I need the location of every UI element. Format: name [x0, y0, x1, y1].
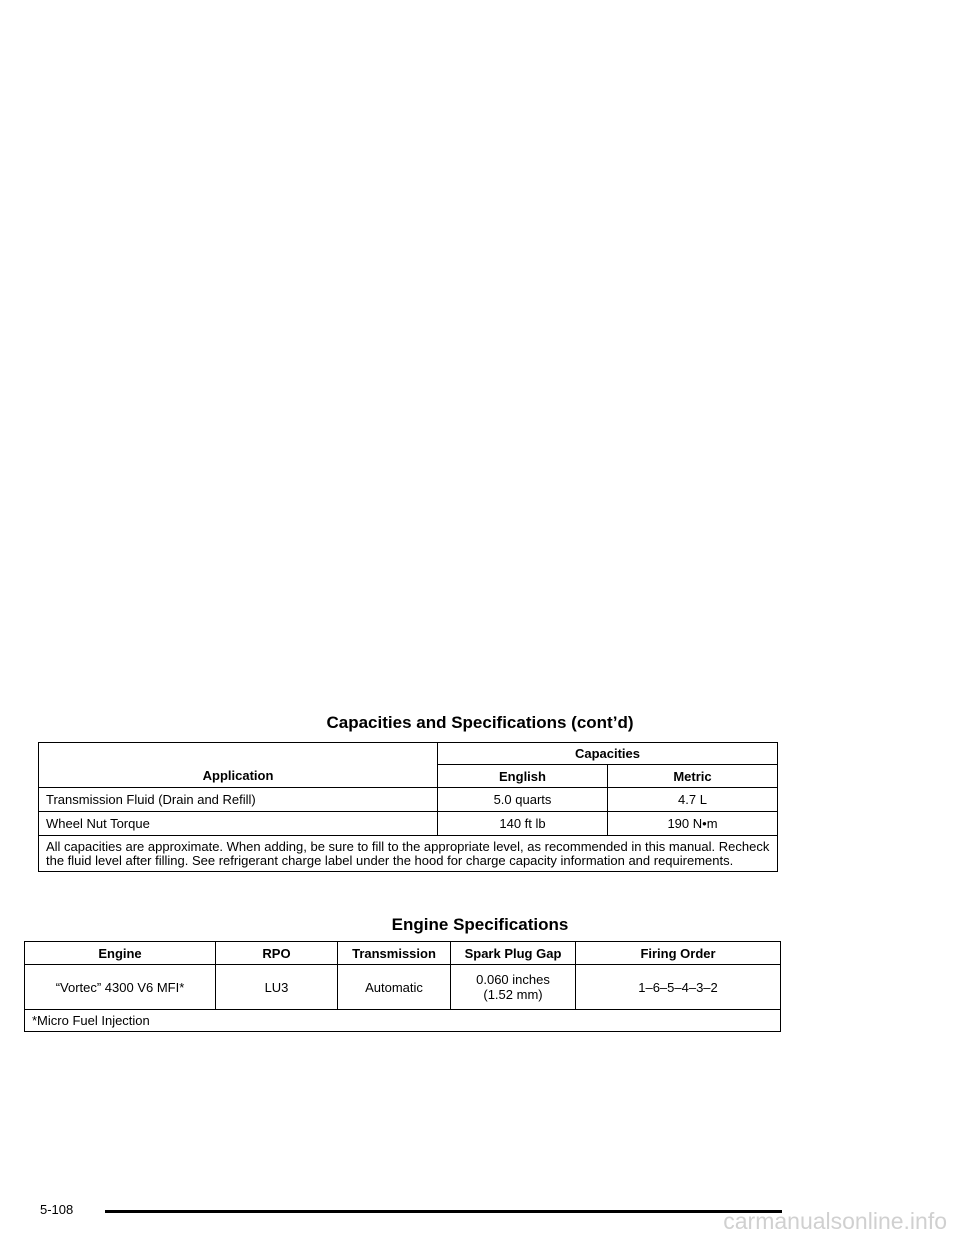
- header-rpo: RPO: [216, 942, 338, 965]
- table-row: [25, 965, 781, 1010]
- cell-application: Transmission Fluid (Drain and Refill): [39, 788, 438, 812]
- cell-spark-plug-gap: [451, 965, 576, 1010]
- header-transmission: Transmission: [338, 942, 451, 965]
- table-row: [39, 812, 778, 836]
- table-note-row: [25, 1010, 781, 1032]
- engine-specs-table: [24, 941, 781, 1032]
- cell-english: 140 ft lb: [438, 812, 608, 836]
- cell-metric: 190 N•m: [608, 812, 778, 836]
- table-note-row: [39, 836, 778, 872]
- page-number: 5-108: [40, 1202, 74, 1217]
- cell-engine: “Vortec” 4300 V6 MFI*: [25, 965, 216, 1010]
- cell-transmission: Automatic: [338, 965, 451, 1010]
- engine-specs-title: Engine Specifications: [391, 915, 569, 934]
- table-header-row: [25, 942, 781, 965]
- table-header-row: [39, 743, 778, 765]
- footer-rule: [105, 1210, 782, 1213]
- cell-english: 5.0 quarts: [438, 788, 608, 812]
- header-english: English: [438, 765, 608, 788]
- header-engine: Engine: [25, 942, 216, 965]
- watermark: carmanualsonline.info: [723, 1208, 947, 1234]
- gap-mm: (1.52 mm): [483, 987, 543, 1002]
- cell-firing-order: 1–6–5–4–3–2: [576, 965, 781, 1010]
- cell-metric: 4.7 L: [608, 788, 778, 812]
- header-firing-order: Firing Order: [576, 942, 781, 965]
- gap-inches: 0.060 inches: [476, 972, 550, 987]
- header-metric: Metric: [608, 765, 778, 788]
- table-row: [39, 788, 778, 812]
- capacities-table: [38, 742, 778, 872]
- header-capacities: Capacities: [438, 743, 778, 765]
- capacities-note: All capacities are approximate. When adding, be sure to fill to the appropriate level, as recommended in this manual. Recheck the fluid level after filling. See refrigerant charge label under the hood for charge capacity information and requirements.: [39, 836, 778, 872]
- header-application: Application: [39, 743, 438, 788]
- header-spark-plug-gap: Spark Plug Gap: [451, 942, 576, 965]
- capacities-title: Capacities and Specifications (cont’d): [326, 713, 634, 732]
- engine-note: *Micro Fuel Injection: [25, 1010, 781, 1032]
- cell-rpo: LU3: [216, 965, 338, 1010]
- cell-application: Wheel Nut Torque: [39, 812, 438, 836]
